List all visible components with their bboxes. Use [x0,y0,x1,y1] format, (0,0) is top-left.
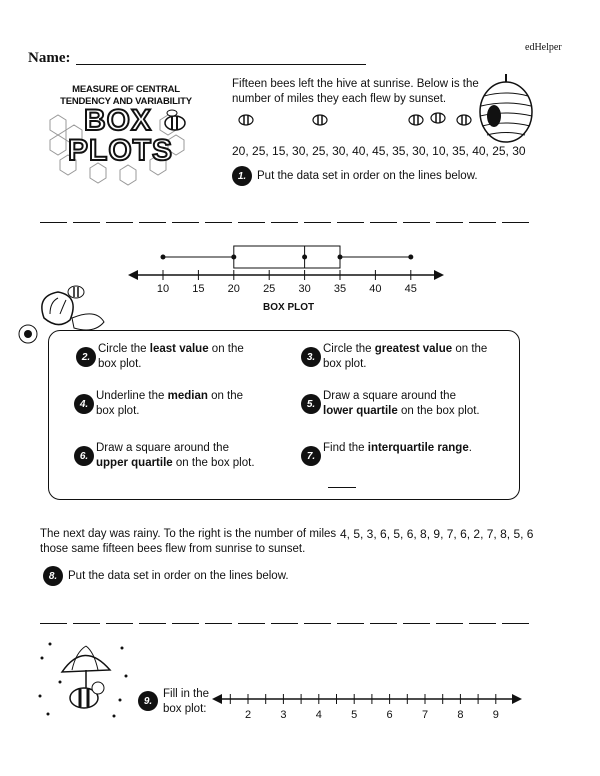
number-line-2-tick-label: 8 [457,709,464,721]
number-line-2-tick-label: 7 [421,709,429,721]
number-line-2-tick-label: 6 [386,709,393,721]
number-line-2-tick-label: 3 [280,709,287,721]
box-plot-caption: BOX PLOT [263,302,315,313]
step-3-text: Circle the greatest value on the box plot. [323,343,488,370]
box-plot-tick-label: 25 [263,283,276,295]
step-5-text: Draw a square around the lower quartile on the box plot. [323,390,480,417]
part-2-text: The next day was rainy. To the right is the number of miles those same fifteen bees flew from sunrise to sunset. [40,528,337,555]
box-plot-tick-label: 10 [156,283,170,295]
step-3-badge: 3. [301,347,321,367]
box-plot-tick-label: 35 [333,283,347,295]
step-2-text: Circle the least value on the box plot. [98,343,244,370]
step-8-badge: 8. [43,566,63,586]
step-9-badge: 9. [138,691,158,711]
step-4-text: Underline the median on the box plot. [96,390,244,417]
step-1-text: Put the data set in order on the lines below. [257,170,478,182]
number-line-2-tick-label: 9 [492,709,499,721]
name-label: Name: [28,50,71,66]
data-set-2: 4, 5, 3, 6, 5, 6, 8, 9, 7, 6, 2, 7, 8, 5, 6 [340,527,534,541]
number-line-2-tick-label: 4 [315,709,322,721]
number-line-2-tick-label: 2 [244,709,252,721]
title-box: BOX [84,104,153,137]
box-plot-tick-label: 30 [298,283,311,295]
box-plot-tick-label: 40 [369,283,382,295]
step-6-text: Draw a square around the upper quartile on the box plot. [96,442,255,469]
number-line-2-tick-label: 5 [351,709,358,721]
box-plot-tick-label: 45 [404,283,417,295]
box-plot-tick-label: 20 [227,283,240,295]
data-set-1: 20, 25, 15, 30, 25, 30, 40, 45, 35, 30, 10, 35, 40, 25, 30 [232,144,526,158]
brand-label: edHelper [525,42,562,53]
step-6-badge: 6. [74,446,94,466]
box-plot-tick-label: 15 [192,283,205,295]
step-5-badge: 5. [301,394,321,414]
step-4-badge: 4. [74,394,94,414]
step-7-badge: 7. [301,446,321,466]
axis-arrow-right [512,694,522,704]
intro-text: Fifteen bees left the hive at sunrise. Below is the number of miles they each flew by sunset. [232,78,479,105]
step-1-badge: 1. [232,166,252,186]
axis-arrow-left [212,694,222,704]
step-8-text: Put the data set in order on the lines below. [68,570,289,582]
step-7-text: Find the interquartile range. [323,442,472,454]
title-subheading: MEASURE OF CENTRAL TENDENCY AND VARIABILITY [60,84,192,107]
step-2-badge: 2. [76,347,96,367]
step-9-text: Fill in the box plot: [163,688,210,715]
title-plots: PLOTS [68,134,174,167]
